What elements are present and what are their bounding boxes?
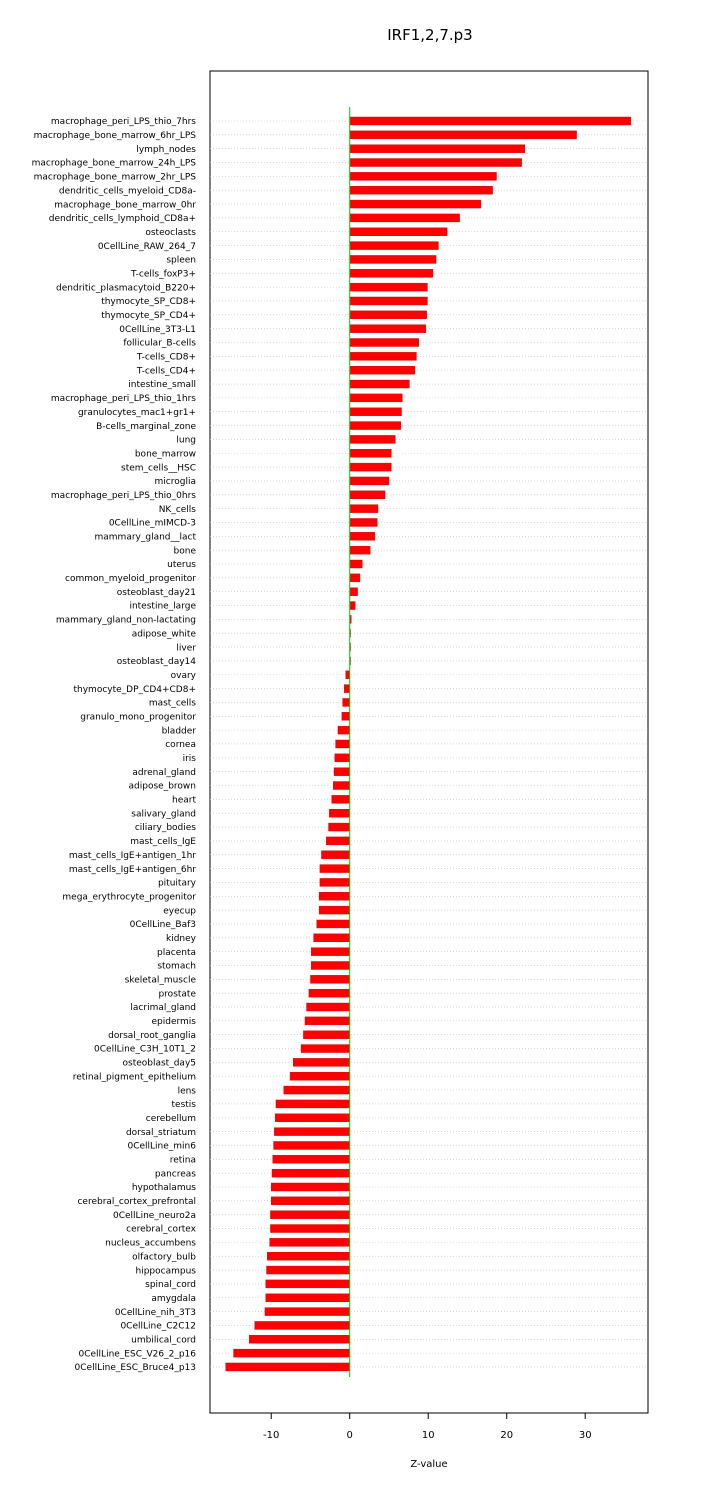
category-label: epidermis (151, 1017, 196, 1028)
category-label: mega_erythrocyte_progenitor (62, 892, 196, 903)
bar (335, 754, 350, 762)
category-label: 0CellLine_Baf3 (129, 920, 196, 931)
bar (326, 837, 350, 845)
category-label: T-cells_foxP3+ (130, 269, 196, 280)
bar (310, 975, 349, 983)
bar (334, 768, 350, 776)
bar (270, 1211, 349, 1219)
category-label: 0CellLine_RAW_264_7 (97, 241, 196, 252)
bar (350, 117, 631, 125)
bar (350, 505, 378, 513)
category-label: 0CellLine_C3H_10T1_2 (94, 1044, 196, 1055)
bar (311, 961, 349, 969)
category-label: adipose_white (131, 629, 196, 640)
bar (329, 809, 349, 817)
category-label: nucleus_accumbens (105, 1238, 196, 1249)
category-label: skeletal_muscle (124, 975, 196, 986)
bar (293, 1058, 350, 1066)
category-label: testis (171, 1100, 196, 1111)
category-label: macrophage_bone_marrow_24h_LPS (31, 158, 196, 169)
bar (275, 1114, 350, 1122)
bar (350, 394, 403, 402)
bar (350, 380, 410, 388)
x-tick-label: 10 (421, 1430, 435, 1441)
category-label: retinal_pigment_epithelium (72, 1072, 196, 1083)
category-label: eyecup (163, 906, 196, 917)
category-label: microglia (154, 477, 196, 488)
bar (319, 906, 350, 914)
bar (266, 1280, 350, 1288)
bar (350, 311, 427, 319)
category-label: macrophage_bone_marrow_6hr_LPS (33, 131, 196, 142)
category-label: pancreas (154, 1169, 196, 1180)
category-label: dorsal_root_ganglia (108, 1030, 196, 1041)
bar (274, 1141, 350, 1149)
category-label: follicular_B-cells (123, 338, 196, 349)
bar (350, 491, 385, 499)
bar (350, 297, 428, 305)
category-label: 0CellLine_C2C12 (120, 1321, 196, 1332)
category-label: thymocyte_DP_CD4+CD8+ (73, 684, 196, 695)
category-label: bone_marrow (134, 449, 196, 460)
category-label: heart (172, 795, 196, 806)
bar (319, 892, 350, 900)
category-label: umbilical_cord (131, 1335, 196, 1346)
bar (267, 1266, 350, 1274)
category-label: B-cells_marginal_zone (96, 421, 196, 432)
bar (226, 1363, 350, 1371)
category-label: bone (173, 546, 196, 557)
category-label: bladder (161, 726, 196, 737)
category-label: stomach (157, 961, 196, 972)
category-label: hippocampus (135, 1266, 196, 1277)
bar (271, 1183, 349, 1191)
chart-title: IRF1,2,7.p3 (387, 26, 473, 44)
bar (342, 712, 350, 720)
category-label: osteoblast_day21 (116, 587, 196, 598)
bar (350, 408, 402, 416)
category-label: osteoclasts (145, 227, 196, 238)
bar (333, 782, 349, 790)
category-label: thymocyte_SP_CD8+ (101, 297, 196, 308)
category-label: dendritic_plasmacytoid_B220+ (56, 283, 196, 294)
bar (270, 1225, 349, 1233)
bar (290, 1072, 350, 1080)
category-label: dendritic_cells_lymphoid_CD8a+ (48, 214, 196, 225)
bar (314, 934, 350, 942)
bar (336, 740, 350, 748)
bar (332, 795, 350, 803)
bar (320, 878, 350, 886)
category-label: dendritic_cells_myeloid_CD8a- (58, 186, 196, 197)
category-label: adrenal_gland (132, 767, 196, 778)
category-label: intestine_large (129, 601, 196, 612)
bar (350, 352, 417, 360)
category-label: lymph_nodes (136, 144, 196, 155)
bar (350, 463, 392, 471)
category-label: stem_cells__HSC (121, 463, 196, 474)
bar (350, 255, 436, 263)
category-label: 0CellLine_ESC_Bruce4_p13 (74, 1363, 196, 1374)
bar (273, 1155, 350, 1163)
category-label: ciliary_bodies (134, 823, 196, 834)
category-label: mast_cells_IgE+antigen_6hr (68, 864, 196, 875)
bar (350, 588, 358, 596)
category-label: dorsal_striatum (125, 1127, 196, 1138)
bar (350, 159, 522, 167)
category-label: prostate (158, 989, 196, 1000)
category-label: adipose_brown (128, 781, 196, 792)
category-label: T-cells_CD4+ (136, 366, 196, 377)
category-label: pituitary (157, 878, 196, 889)
bar (350, 602, 355, 610)
category-label: uterus (167, 560, 196, 571)
bar (350, 172, 497, 180)
category-label: 0CellLine_3T3-L1 (119, 324, 196, 335)
bar (350, 228, 447, 236)
bar (265, 1308, 350, 1316)
category-label: cerebral_cortex (126, 1224, 196, 1235)
category-label: cerebral_cortex_prefrontal (77, 1197, 196, 1208)
category-label: liver (176, 643, 196, 654)
bar (350, 574, 360, 582)
bar (350, 366, 415, 374)
bar (266, 1294, 350, 1302)
x-tick-label: 30 (578, 1430, 592, 1441)
bar (276, 1100, 350, 1108)
bar (350, 283, 428, 291)
category-label: cornea (165, 740, 196, 751)
category-label: spleen (166, 255, 196, 266)
category-label: NK_cells (158, 504, 196, 515)
gridlines (210, 121, 648, 1367)
category-label: spinal_cord (145, 1280, 196, 1291)
bar (309, 989, 350, 997)
bar (301, 1045, 350, 1053)
x-axis (263, 1413, 592, 1441)
bar (350, 560, 363, 568)
category-label: T-cells_CD8+ (136, 352, 196, 363)
x-tick-label: -10 (263, 1430, 280, 1441)
bar (305, 1017, 350, 1025)
category-label: amygdala (151, 1293, 196, 1304)
category-label: 0CellLine_nih_3T3 (114, 1307, 196, 1318)
bar (321, 851, 349, 859)
category-label: common_myeloid_progenitor (65, 574, 196, 585)
category-label: macrophage_bone_marrow_2hr_LPS (33, 172, 196, 183)
category-label: 0CellLine_min6 (127, 1141, 196, 1152)
category-label: macrophage_peri_LPS_thio_7hrs (50, 117, 196, 128)
bar (320, 865, 350, 873)
bar (234, 1349, 350, 1357)
category-label: 0CellLine_mIMCD-3 (108, 518, 196, 529)
bar (350, 200, 481, 208)
bar (270, 1238, 350, 1246)
bar (350, 242, 439, 250)
bar (271, 1197, 349, 1205)
bar (346, 671, 350, 679)
bar (267, 1252, 349, 1260)
category-label: macrophage_peri_LPS_thio_1hrs (50, 394, 196, 405)
bar (350, 131, 577, 139)
bar (303, 1031, 349, 1039)
category-label: cerebellum (145, 1113, 196, 1124)
bar (343, 698, 350, 706)
category-label: granulo_mono_progenitor (80, 712, 196, 723)
x-axis-label: Z-value (410, 1459, 448, 1470)
bars (226, 117, 631, 1371)
category-label: lens (177, 1086, 196, 1097)
bar (329, 823, 350, 831)
bar (255, 1321, 350, 1329)
category-label: placenta (157, 947, 196, 958)
bar (350, 186, 493, 194)
bar (350, 325, 426, 333)
category-label: granulocytes_mac1+gr1+ (77, 407, 196, 418)
bar (274, 1128, 349, 1136)
category-label: osteoblast_day5 (122, 1058, 196, 1069)
bar (350, 449, 392, 457)
bar (272, 1169, 350, 1177)
category-label: hypothalamus (131, 1183, 196, 1194)
bar (350, 214, 460, 222)
category-label: mast_cells (148, 698, 196, 709)
category-label: 0CellLine_neuro2a (113, 1210, 196, 1221)
category-label: retina (169, 1155, 196, 1166)
category-label: mammary_gland__lact (94, 532, 196, 543)
bar (350, 435, 396, 443)
category-label: salivary_gland (131, 809, 196, 820)
category-label: olfactory_bulb (132, 1252, 196, 1263)
category-label: osteoblast_day14 (116, 657, 196, 668)
category-label: intestine_small (128, 380, 196, 391)
category-label: thymocyte_SP_CD4+ (101, 311, 196, 322)
category-label: 0CellLine_ESC_V26_2_p16 (78, 1349, 196, 1360)
x-tick-label: 20 (500, 1430, 514, 1441)
bar (350, 422, 401, 430)
bar (350, 339, 419, 347)
category-label: lung (176, 435, 196, 446)
bar (317, 920, 350, 928)
category-label: iris (182, 754, 196, 765)
bar (284, 1086, 350, 1094)
bar (344, 685, 349, 693)
x-tick-label: 0 (346, 1430, 353, 1441)
category-label: mast_cells_IgE+antigen_1hr (68, 850, 196, 861)
bar (350, 546, 370, 554)
bar (307, 1003, 350, 1011)
category-label: mast_cells_IgE (130, 837, 196, 848)
bar (350, 269, 433, 277)
category-label: lacrimal_gland (130, 1003, 196, 1014)
bar (338, 726, 350, 734)
category-label: mammary_gland_non-lactating (55, 615, 196, 626)
bar (311, 948, 349, 956)
category-label: kidney (166, 933, 196, 944)
category-label: macrophage_peri_LPS_thio_0hrs (50, 490, 196, 501)
bar (350, 532, 375, 540)
category-labels (32, 117, 197, 1373)
bar (350, 477, 389, 485)
bar (350, 518, 377, 526)
category-label: ovary (170, 670, 196, 681)
bar (350, 145, 525, 153)
bar (249, 1335, 349, 1343)
category-label: macrophage_bone_marrow_0hr (54, 200, 196, 211)
